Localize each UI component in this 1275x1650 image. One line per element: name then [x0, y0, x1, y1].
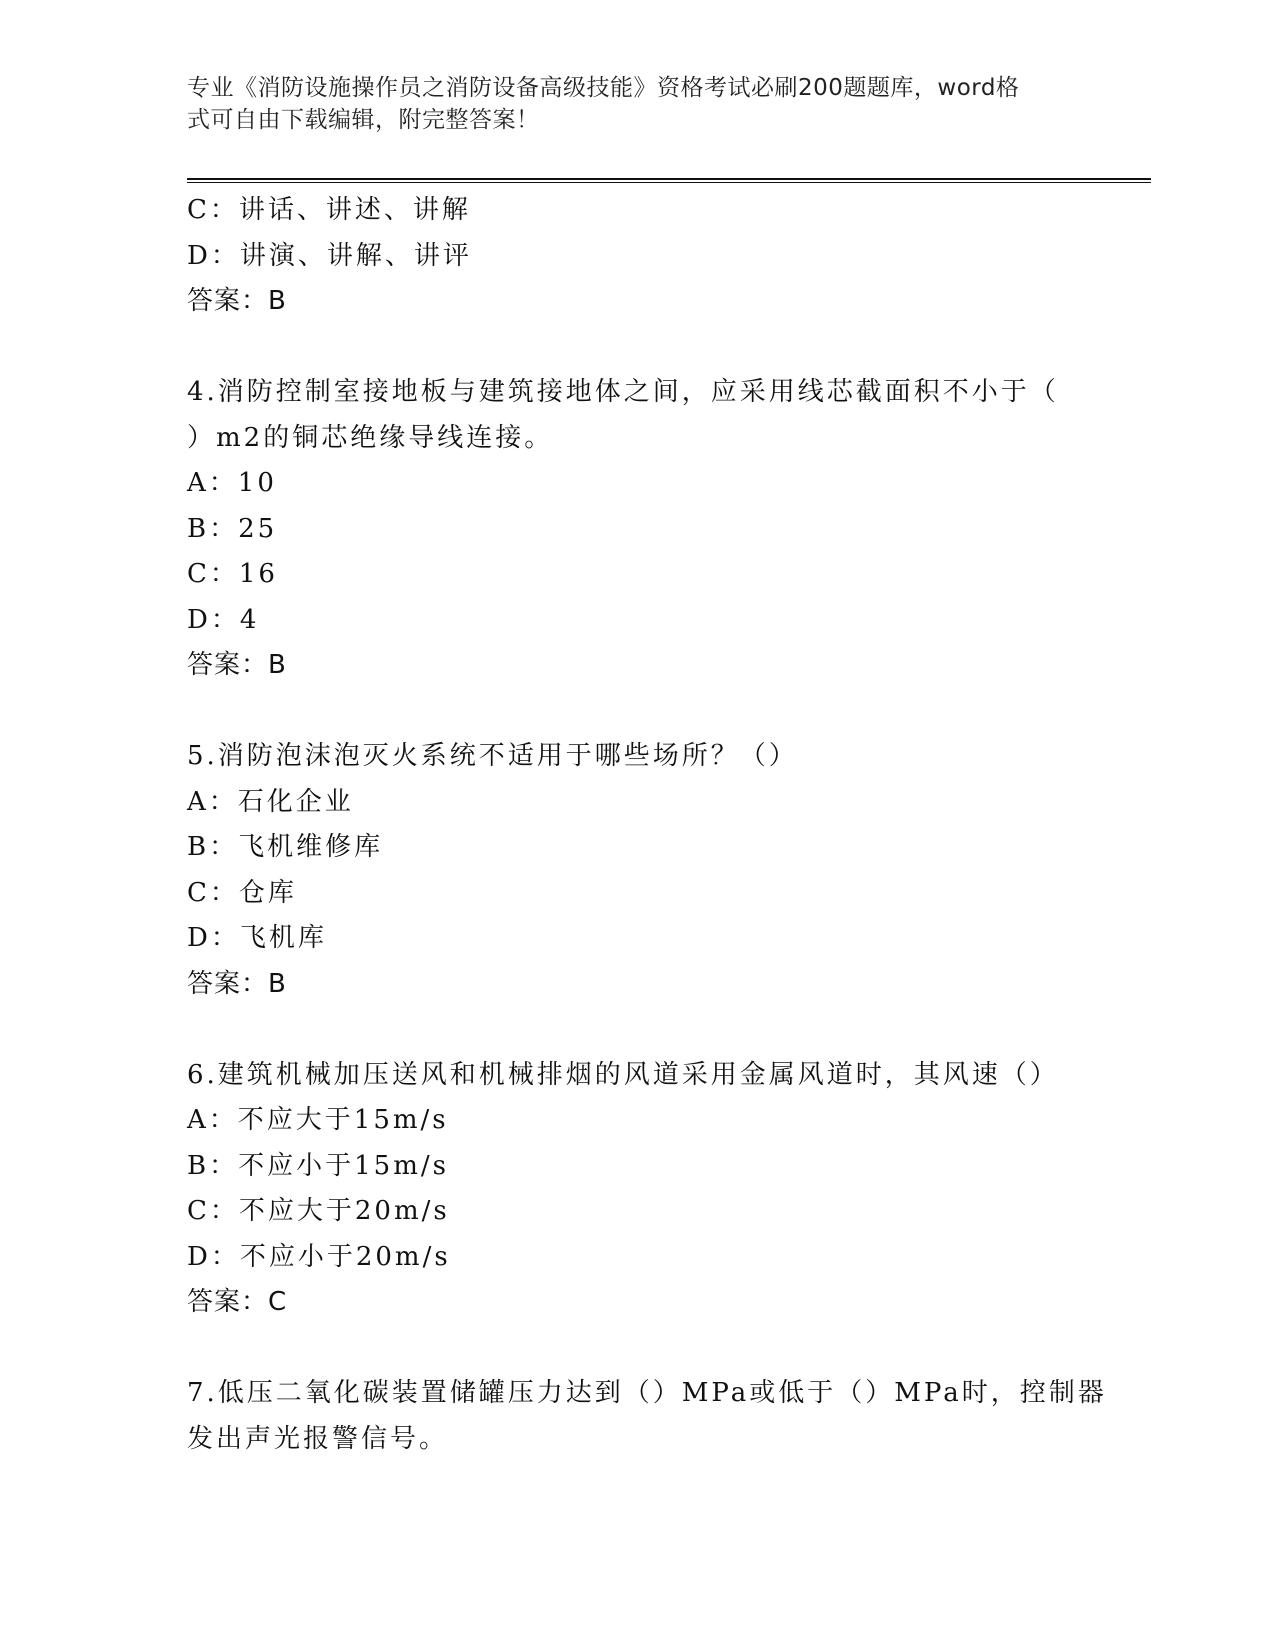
option-b: B：25 [187, 513, 278, 544]
question-stem: 6.建筑机械加压送风和机械排烟的风道采用金属风道时，其风速（） [187, 1059, 1059, 1090]
question-block-5 [187, 734, 1127, 1007]
header-rule-thin [187, 182, 1151, 183]
answer-line: 答案：B [187, 286, 287, 316]
option-c: C：讲话、讲述、讲解 [187, 195, 471, 225]
question-block-6 [187, 1053, 1127, 1326]
question-stem-continued: 发出声光报警信号。 [187, 1423, 449, 1454]
option-b: B：飞机维修库 [187, 832, 384, 862]
option-d: D：讲演、讲解、讲评 [187, 240, 472, 271]
option-b: B：不应小于15m/s [187, 1150, 449, 1181]
document-header [187, 72, 1067, 136]
option-c: C：16 [187, 559, 278, 589]
question-stem-continued: ）m2的铜芯绝缘导线连接。 [187, 422, 554, 453]
answer-line: 答案：B [187, 968, 287, 999]
question-list [187, 188, 1127, 1462]
option-a: A：不应大于15m/s [187, 1105, 449, 1135]
answer-line: 答案：B [187, 650, 287, 680]
question-stem: 4.消防控制室接地板与建筑接地体之间，应采用线芯截面积不小于（ [187, 377, 1059, 407]
spacer [187, 325, 1127, 371]
question-block-previous [187, 188, 1127, 325]
option-a: A：石化企业 [187, 786, 354, 817]
question-stem: 7.低压二氧化碳装置储罐压力达到（）MPa或低于（）MPa时，控制器 [187, 1378, 1107, 1408]
answer-line: 答案：C [187, 1287, 288, 1317]
option-c: C：不应大于20m/s [187, 1196, 450, 1226]
option-d: D：4 [187, 604, 260, 635]
header-line-2: 式可自由下载编辑，附完整答案！ [187, 107, 540, 133]
question-block-4 [187, 370, 1127, 689]
option-a: A：10 [187, 468, 277, 498]
spacer [187, 689, 1127, 735]
option-d: D：不应小于20m/s [187, 1241, 451, 1272]
spacer [187, 1007, 1127, 1053]
header-line-1: 专业《消防设施操作员之消防设备高级技能》资格考试必刷200题题库，word格 [187, 75, 1020, 101]
spacer [187, 1326, 1127, 1372]
header-rule-thick [187, 178, 1151, 180]
question-stem: 5.消防泡沫泡灭火系统不适用于哪些场所？（） [187, 741, 798, 771]
option-c: C：仓库 [187, 877, 297, 908]
question-block-7 [187, 1371, 1127, 1462]
option-d: D：飞机库 [187, 923, 327, 953]
